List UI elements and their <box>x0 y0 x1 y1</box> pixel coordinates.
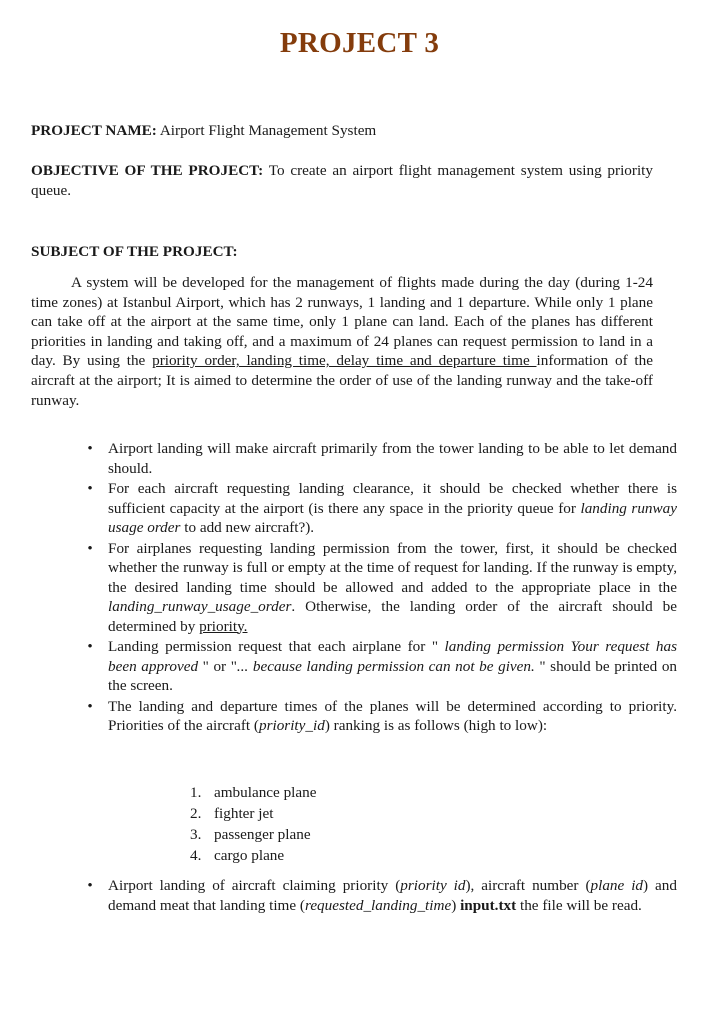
bullet-text: ), aircraft number ( <box>465 877 591 894</box>
input-file-list <box>84 876 677 916</box>
bullet-italic-text: ... because landing permission can not be given. <box>236 657 535 675</box>
bullet-text: " or " <box>198 657 237 675</box>
bullet-italic-text: priority id <box>400 877 466 894</box>
bullet-glyph: • <box>87 877 93 894</box>
priority-label: passenger plane <box>214 826 311 843</box>
project-name-line <box>31 121 653 141</box>
bullet-underlined-text: priority. <box>199 617 248 635</box>
priority-number: 1. <box>190 784 202 801</box>
objective-value: To create an airport flight management system using priority queue. <box>31 162 653 199</box>
project-name-label: PROJECT NAME: <box>31 122 157 139</box>
priority-label: cargo plane <box>214 847 285 864</box>
priority-label: ambulance plane <box>214 784 317 801</box>
bullet-glyph: • <box>87 638 93 655</box>
list-item <box>87 697 677 736</box>
requirements-list <box>84 439 677 737</box>
list-item <box>87 479 677 538</box>
bullet-italic-text: landing runway usage order <box>108 499 677 536</box>
bullet-text: the file will be read. <box>516 896 642 914</box>
list-item <box>87 439 677 478</box>
subject-text-1: A system will be developed for the management of flights made during the day (during 1-24 time zones) at Istanbul Airport, which has 2 runways, 1 landing and 1 departure. While only 1 plane can take off at the airport at the same time, only 1 plane can land. Each of the planes has different priorities in landing and taking off, and a maximum of 24 planes can request permission to land in a day. By using the <box>31 274 653 370</box>
bullet-text: ) <box>451 896 461 914</box>
objective-paragraph <box>31 161 653 201</box>
priority-list-item <box>190 845 490 866</box>
list-item <box>87 637 678 696</box>
input-file-name: input.txt <box>460 896 517 914</box>
priority-number: 3. <box>190 826 202 843</box>
bullet-text: . Otherwise, the landing order of the aircraft should be determined by <box>108 598 677 635</box>
bullet-glyph: • <box>87 480 93 497</box>
bullet-text: Airport landing will make aircraft primarily from the tower landing to be able to let demand should. <box>108 440 677 477</box>
bullet-text: For each aircraft requesting landing clearance, it should be checked whether there is sufficient capacity at the airport (is there any space in the priority queue for <box>108 480 677 517</box>
subject-underlined-text: priority order, landing time, delay time and departure time <box>152 352 537 370</box>
bullet-text: " should be printed on the screen. <box>108 657 678 694</box>
bullet-glyph: • <box>87 697 93 715</box>
bullet-text: Airport landing of aircraft claiming priority ( <box>108 877 401 894</box>
bullet-text: For airplanes requesting landing permission from the tower, first, it should be checked whether the runway is full or empty at the time of request for landing. If the runway is empty, the desired landing time should be allowed and added to the appropriate place in the <box>108 539 677 596</box>
list-item <box>87 876 677 915</box>
bullet-text: ) and demand meat that landing time ( <box>108 877 677 914</box>
priority-list <box>190 782 490 866</box>
objective-label: OBJECTIVE OF THE PROJECT: <box>31 162 264 179</box>
priority-list-item <box>190 782 490 803</box>
list-item <box>87 539 677 637</box>
priority-list-item <box>190 803 490 824</box>
priority-label: fighter jet <box>214 805 274 822</box>
bullet-text: to add new aircraft?). <box>180 519 315 536</box>
bullet-italic-text: landing permission Your request has been approved <box>108 638 677 675</box>
bullet-glyph: • <box>87 539 93 557</box>
bullet-glyph: • <box>87 440 93 457</box>
priority-list-item <box>190 824 490 845</box>
subject-heading: SUBJECT OF THE PROJECT: <box>31 243 238 260</box>
priority-number: 4. <box>190 847 202 864</box>
page-title: PROJECT 3 <box>279 27 440 59</box>
project-name-value: Airport Flight Management System <box>159 122 377 139</box>
subject-paragraph <box>31 273 653 410</box>
bullet-italic-text: landing_runway_usage_order <box>108 598 292 615</box>
priority-number: 2. <box>190 805 202 822</box>
bullet-italic-text: plane id <box>590 877 644 894</box>
bullet-text: ) ranking is as follows (high to low): <box>324 717 548 734</box>
bullet-text: The landing and departure times of the planes will be determined according to priority. Priorities of the aircraft ( <box>108 697 677 734</box>
subject-text-2: information of the aircraft at the airport; It is aimed to determine the order of use of the landing runway and the take-off runway. <box>31 352 653 409</box>
bullet-italic-text: requested_landing_time <box>304 896 452 914</box>
bullet-italic-text: priority_id <box>258 717 325 734</box>
bullet-text: Landing permission request that each airplane for " <box>108 638 445 655</box>
